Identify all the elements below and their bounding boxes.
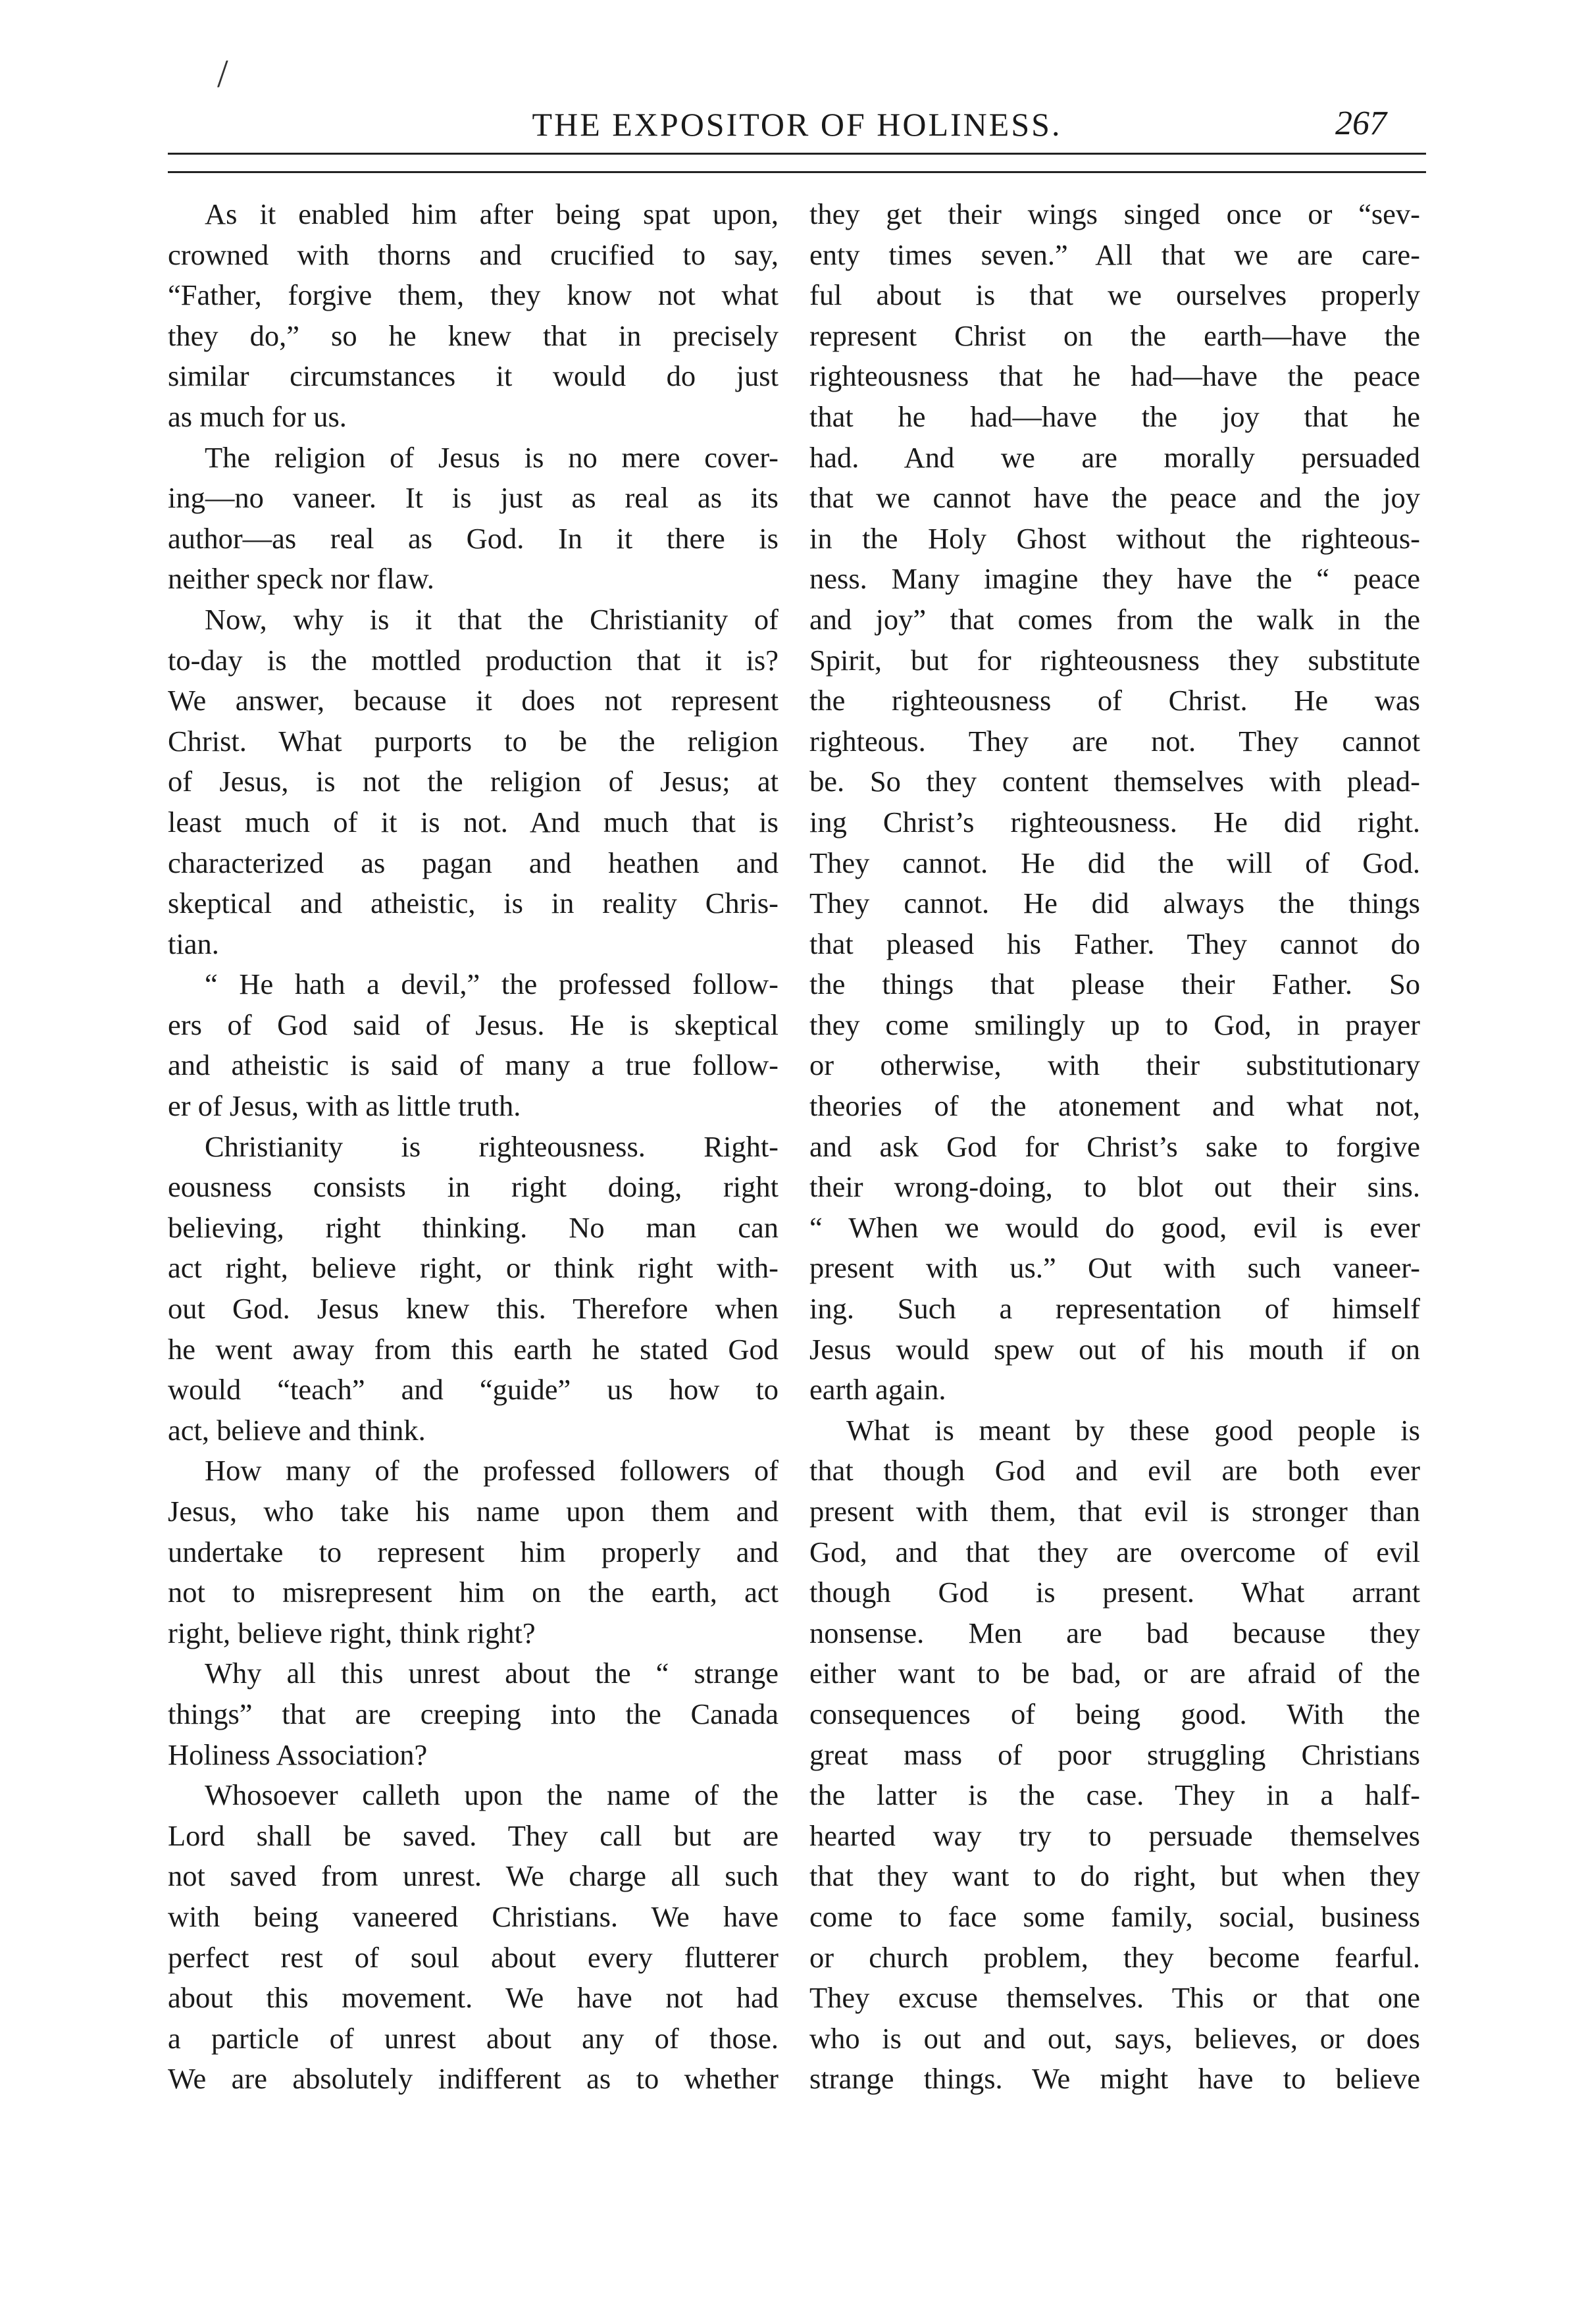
text-line: and joy” that comes from the walk in the <box>809 602 1420 636</box>
text-line: We answer, because it does not represent <box>168 684 779 717</box>
text-line: he went away from this earth he stated God <box>168 1332 779 1366</box>
text-line: represent Christ on the earth—have the <box>809 319 1420 352</box>
right-text-column <box>809 194 1420 2100</box>
text-line: Spirit, but for righteousness they substitute <box>809 643 1420 677</box>
text-line: a particle of unrest about any of those. <box>168 2021 779 2055</box>
text-line: they get their wings singed once or “sev- <box>809 197 1420 230</box>
text-line: out God. Jesus knew this. Therefore when <box>168 1292 779 1326</box>
text-line: either want to be bad, or are afraid of the <box>809 1657 1420 1690</box>
text-line: not to misrepresent him on the earth, act <box>168 1576 779 1609</box>
text-line: that though God and evil are both ever <box>809 1454 1420 1487</box>
text-line: righteous. They are not. They cannot <box>809 724 1420 758</box>
text-line: present with them, that evil is stronger than <box>809 1495 1420 1528</box>
text-line: We are absolutely indifferent as to whether <box>168 2062 779 2096</box>
text-line: their wrong-doing, to blot out their sins. <box>809 1170 1420 1204</box>
text-line: that they want to do right, but when they <box>809 1859 1420 1893</box>
text-line: ing. Such a representation of himself <box>809 1292 1420 1326</box>
text-line: that we cannot have the peace and the joy <box>809 481 1420 515</box>
text-line: that pleased his Father. They cannot do <box>809 927 1420 960</box>
text-line: that he had—have the joy that he <box>809 400 1420 433</box>
text-line: undertake to represent him properly and <box>168 1535 779 1568</box>
text-line: come to face some family, social, business <box>809 1899 1420 1933</box>
text-line: They cannot. He did the will of God. <box>809 846 1420 879</box>
text-line: They cannot. He did always the things <box>809 887 1420 920</box>
text-line: Jesus, who take his name upon them and <box>168 1495 779 1528</box>
text-line: righteousness that he had—have the peace <box>809 359 1420 393</box>
text-line: tian. <box>168 927 219 960</box>
text-line: who is out and out, says, believes, or does <box>809 2021 1420 2055</box>
text-line: they come smilingly up to God, in prayer <box>809 1008 1420 1041</box>
text-line: ing Christ’s righteousness. He did right. <box>809 805 1420 839</box>
text-line: Lord shall be saved. They call but are <box>168 1819 779 1852</box>
left-text-column <box>168 194 779 2100</box>
text-line: As it enabled him after being spat upon, <box>205 197 779 230</box>
text-line: ing—no vaneer. It is just as real as its <box>168 481 779 515</box>
text-line: things” that are creeping into the Canada <box>168 1697 779 1730</box>
header-rule-top <box>168 153 1426 155</box>
text-line: What is meant by these good people is <box>846 1413 1420 1447</box>
text-line: though God is present. What arrant <box>809 1576 1420 1609</box>
text-line: great mass of poor struggling Christians <box>809 1738 1420 1771</box>
text-line: crowned with thorns and crucified to say, <box>168 238 779 271</box>
running-title: THE EXPOSITOR OF HOLINESS. <box>532 106 1062 143</box>
text-line: about this movement. We have not had <box>168 1981 779 2015</box>
text-line: or church problem, they become fearful. <box>809 1940 1420 1974</box>
text-line: ers of God said of Jesus. He is skeptical <box>168 1008 779 1041</box>
text-line: How many of the professed followers of <box>205 1454 779 1487</box>
stray-pen-mark: / <box>217 52 228 95</box>
text-line: hearted way try to persuade themselves <box>809 1819 1420 1852</box>
text-line: Now, why is it that the Christianity of <box>205 602 779 636</box>
text-line: nonsense. Men are bad because they <box>809 1616 1420 1649</box>
text-line: strange things. We might have to believe <box>809 2062 1420 2096</box>
text-line: Christ. What purports to be the religion <box>168 724 779 758</box>
text-line: act right, believe right, or think right with- <box>168 1251 779 1285</box>
text-line: had. And we are morally persuaded <box>809 440 1420 474</box>
text-line: with being vaneered Christians. We have <box>168 1899 779 1933</box>
text-line: Jesus would spew out of his mouth if on <box>809 1332 1420 1366</box>
text-line: they do,” so he knew that in precisely <box>168 319 779 352</box>
text-line: perfect rest of soul about every flutterer <box>168 1940 779 1974</box>
page-number: 267 <box>1335 105 1387 142</box>
text-line: ness. Many imagine they have the “ peace <box>809 562 1420 596</box>
text-line: or otherwise, with their substitutionary <box>809 1048 1420 1082</box>
text-line: would “teach” and “guide” us how to <box>168 1373 779 1407</box>
text-line: author—as real as God. In it there is <box>168 521 779 555</box>
text-line: not saved from unrest. We charge all such <box>168 1859 779 1893</box>
text-line: Why all this unrest about the “ strange <box>205 1657 779 1690</box>
text-line: Whosoever calleth upon the name of the <box>205 1778 779 1812</box>
text-line: similar circumstances it would do just <box>168 359 779 393</box>
text-line: skeptical and atheistic, is in reality Chris- <box>168 887 779 920</box>
text-line: and atheistic is said of many a true follow- <box>168 1048 779 1082</box>
text-line: be. So they content themselves with plead- <box>809 765 1420 798</box>
text-line: neither speck nor flaw. <box>168 562 434 596</box>
text-line: present with us.” Out with such vaneer- <box>809 1251 1420 1285</box>
text-line: Holiness Association? <box>168 1738 428 1771</box>
text-line: least much of it is not. And much that is <box>168 805 779 839</box>
text-line: ful about is that we ourselves properly <box>809 278 1420 312</box>
text-line: enty times seven.” All that we are care- <box>809 238 1420 271</box>
running-header <box>168 99 1426 151</box>
text-line: the righteousness of Christ. He was <box>809 684 1420 717</box>
text-line: believing, right thinking. No man can <box>168 1210 779 1244</box>
text-line: the things that please their Father. So <box>809 968 1420 1001</box>
text-line: right, believe right, think right? <box>168 1616 536 1649</box>
text-line: the latter is the case. They in a half- <box>809 1778 1420 1812</box>
text-line: They excuse themselves. This or that one <box>809 1981 1420 2015</box>
text-line: “ When we would do good, evil is ever <box>809 1210 1420 1244</box>
text-line: earth again. <box>809 1373 946 1407</box>
text-line: of Jesus, is not the religion of Jesus; at <box>168 765 779 798</box>
text-line: consequences of being good. With the <box>809 1697 1420 1730</box>
text-line: as much for us. <box>168 400 347 433</box>
text-line: characterized as pagan and heathen and <box>168 846 779 879</box>
text-line: The religion of Jesus is no mere cover- <box>205 440 779 474</box>
text-line: er of Jesus, with as little truth. <box>168 1089 521 1123</box>
text-line: eousness consists in right doing, right <box>168 1170 779 1204</box>
text-line: and ask God for Christ’s sake to forgive <box>809 1129 1420 1163</box>
header-rule-bottom <box>168 171 1426 173</box>
text-line: theories of the atonement and what not, <box>809 1089 1420 1123</box>
text-line: to-day is the mottled production that it is? <box>168 643 779 677</box>
text-line: God, and that they are overcome of evil <box>809 1535 1420 1568</box>
text-line: in the Holy Ghost without the righteous- <box>809 521 1420 555</box>
text-line: act, believe and think. <box>168 1413 426 1447</box>
text-line: “ He hath a devil,” the professed follow- <box>205 968 779 1001</box>
text-line: Christianity is righteousness. Right- <box>205 1129 779 1163</box>
text-line: “Father, forgive them, they know not what <box>168 278 779 312</box>
